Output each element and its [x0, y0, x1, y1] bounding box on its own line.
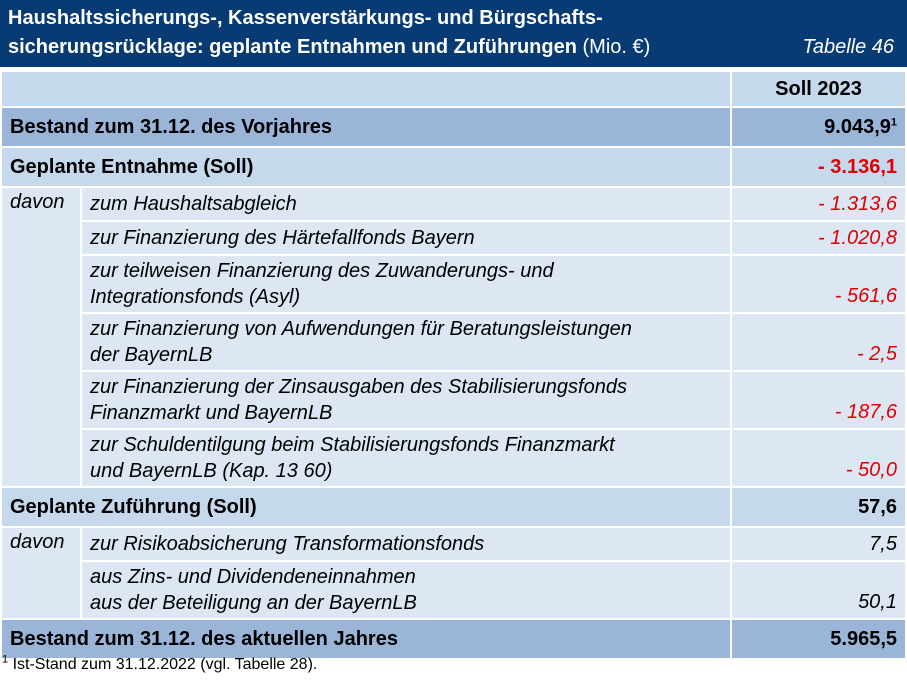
item-line: zur Risikoabsicherung Transformationsfonds	[90, 533, 485, 555]
table-row	[1, 313, 906, 371]
item-value: - 561,6	[731, 255, 906, 313]
row-value: 5.965,5	[731, 619, 906, 659]
row-value: 57,6	[731, 487, 906, 527]
item-line: zur Finanzierung der Zinsausgaben des Stabilisierungsfonds	[90, 376, 627, 398]
row-label: Bestand zum 31.12. des aktuellen Jahres	[1, 619, 731, 659]
item-line: der BayernLB	[90, 344, 213, 366]
item-text	[81, 221, 731, 255]
item-text	[81, 187, 731, 221]
row-zufuehrung	[1, 487, 906, 527]
item-value: - 2,5	[731, 313, 906, 371]
table-row	[1, 255, 906, 313]
item-text	[81, 313, 731, 371]
table-row	[1, 527, 906, 561]
item-line: zur Schuldentilgung beim Stabilisierungsfonds Finanzmarkt	[90, 434, 615, 456]
row-value: - 3.136,1	[731, 147, 906, 187]
item-line: und BayernLB (Kap. 13 60)	[90, 460, 333, 482]
row-value	[731, 107, 906, 147]
title-unit: (Mio. €)	[576, 36, 651, 58]
table-row	[1, 429, 906, 487]
table-row	[1, 371, 906, 429]
table-row	[1, 561, 906, 619]
item-line: aus der Beteiligung an der BayernLB	[90, 592, 417, 614]
item-line: Integrationsfonds (Asyl)	[90, 286, 301, 308]
item-value: - 187,6	[731, 371, 906, 429]
title-line-2-bold: sicherungsrücklage: geplante Entnahmen und Zuführungen	[8, 36, 577, 58]
table-row	[1, 187, 906, 221]
row-bestand-aktuell	[1, 619, 906, 659]
item-value: - 50,0	[731, 429, 906, 487]
item-value: - 1.020,8	[731, 221, 906, 255]
item-value: 50,1	[731, 561, 906, 619]
header-empty-cell	[1, 71, 731, 107]
item-text	[81, 429, 731, 487]
title-line-2	[8, 36, 650, 59]
footnote	[2, 653, 318, 674]
row-label: Bestand zum 31.12. des Vorjahres	[1, 107, 731, 147]
footnote-text: Ist-Stand zum 31.12.2022 (vgl. Tabelle 28).	[8, 656, 318, 673]
item-text	[81, 371, 731, 429]
item-line: zur teilweisen Finanzierung des Zuwanderungs- und	[90, 260, 554, 282]
footnote-mark: 1	[2, 653, 9, 666]
value-text: 9.043,9	[824, 115, 891, 138]
item-text	[81, 255, 731, 313]
item-line: Finanzmarkt und BayernLB	[90, 402, 333, 424]
row-label: Geplante Entnahme (Soll)	[1, 147, 731, 187]
title-line-1: Haushaltssicherungs-, Kassenverstärkungs- und Bürgschafts-	[8, 7, 603, 29]
davon-label: davon	[1, 527, 81, 619]
table-number: Tabelle 46	[802, 36, 894, 58]
footnote-ref: 1	[890, 115, 897, 128]
row-entnahme	[1, 147, 906, 187]
header-row	[1, 71, 906, 107]
item-value: 7,5	[731, 527, 906, 561]
table-row	[1, 221, 906, 255]
table-title-bar	[0, 0, 907, 67]
item-text	[81, 561, 731, 619]
header-soll-2023: Soll 2023	[731, 71, 906, 107]
row-bestand-vorjahr	[1, 107, 906, 147]
row-label: Geplante Zuführung (Soll)	[1, 487, 731, 527]
item-line: zur Finanzierung von Aufwendungen für Beratungsleistungen	[90, 318, 632, 340]
davon-label: davon	[1, 187, 81, 487]
item-line: zur Finanzierung des Härtefallfonds Bayern	[90, 227, 475, 249]
item-value: - 1.313,6	[731, 187, 906, 221]
item-line: zum Haushaltsabgleich	[90, 193, 297, 215]
item-text	[81, 527, 731, 561]
item-line: aus Zins- und Dividendeneinnahmen	[90, 566, 416, 588]
reserve-table	[0, 70, 907, 660]
